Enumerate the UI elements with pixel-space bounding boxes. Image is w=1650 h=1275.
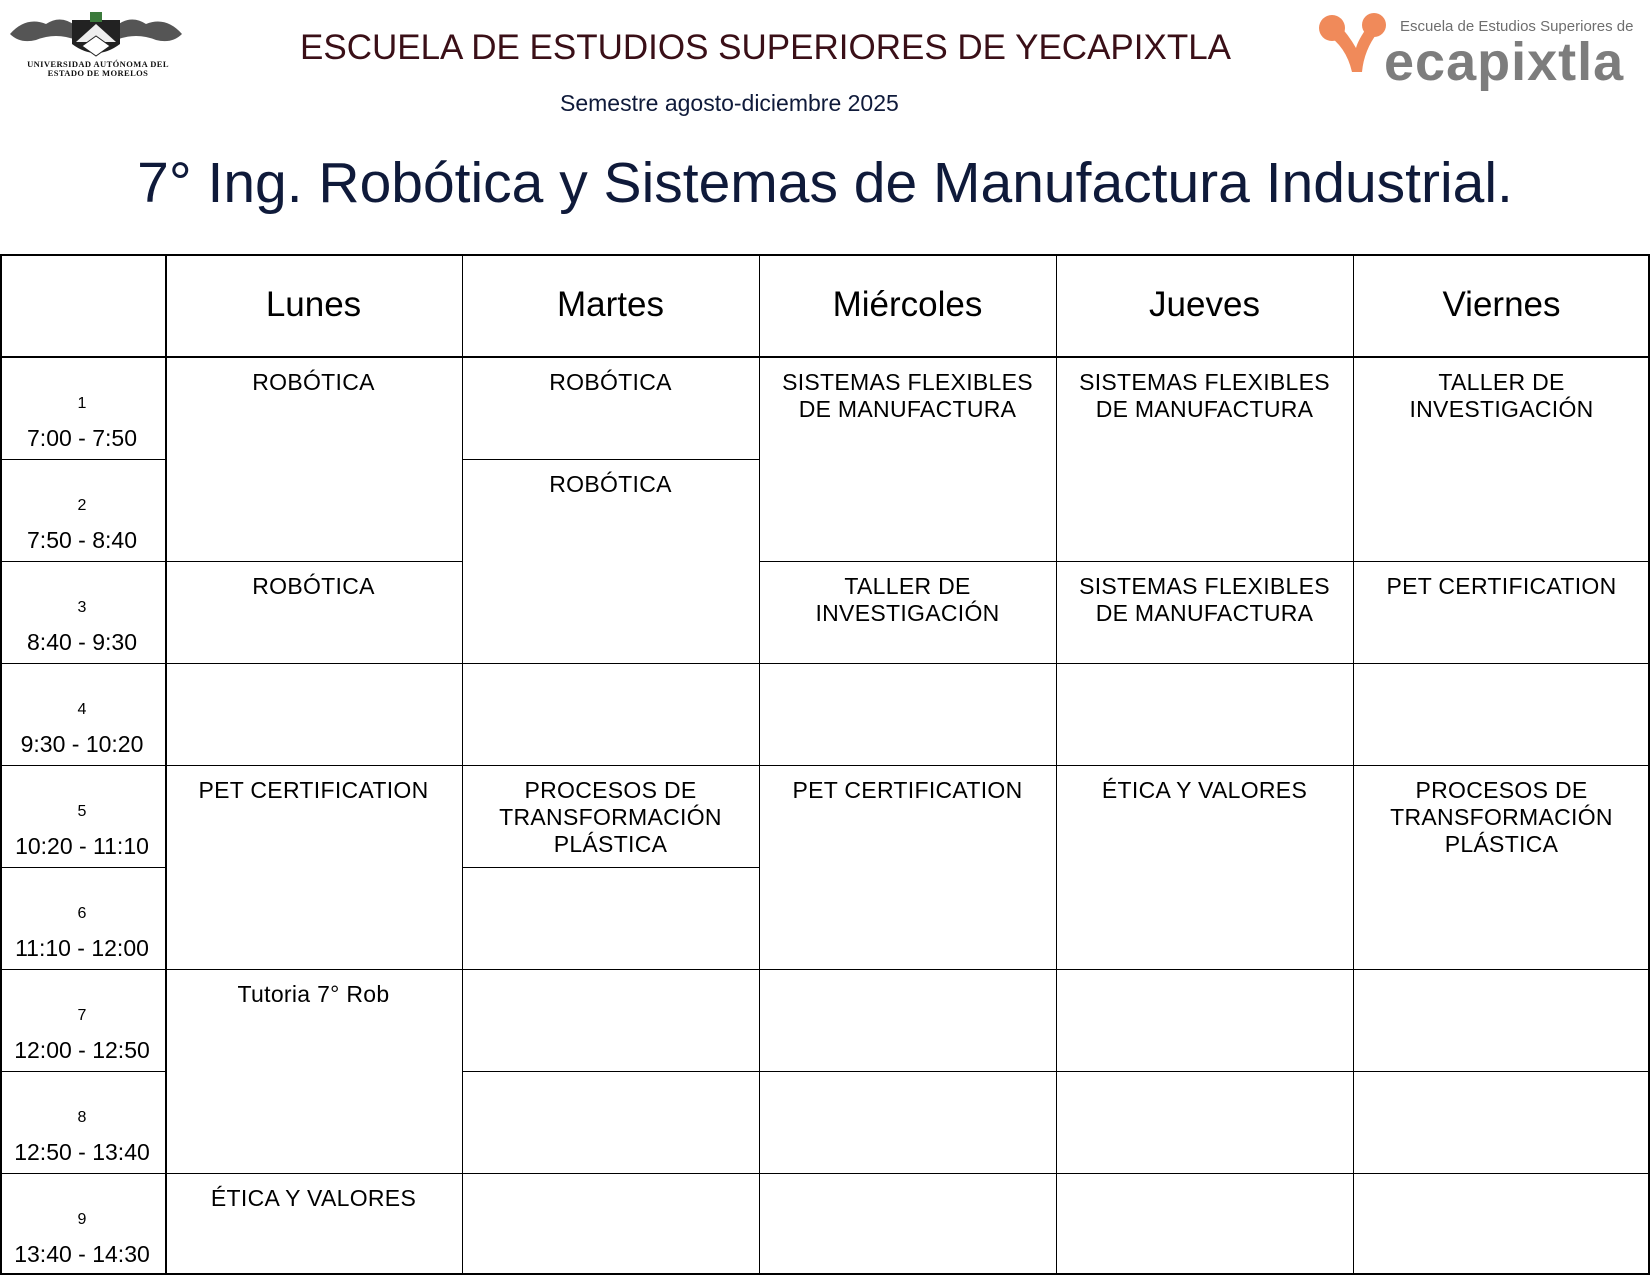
class-name-line: INVESTIGACIÓN	[1409, 396, 1594, 422]
cell-row-divider	[462, 867, 759, 868]
class-cell	[462, 767, 759, 867]
class-cell	[165, 359, 462, 561]
day-header-jueves: Jueves	[1149, 285, 1260, 324]
uaem-name-line2: ESTADO DE MORELOS	[47, 68, 149, 78]
cell-row-divider	[759, 1071, 1056, 1072]
class-name-line: TALLER DE	[844, 573, 971, 599]
class-name-line: SISTEMAS FLEXIBLES	[1079, 573, 1330, 599]
class-cell	[1056, 359, 1353, 561]
day-header-martes: Martes	[557, 285, 664, 324]
class-cell	[165, 767, 462, 969]
class-cell	[759, 767, 1056, 969]
class-name-line: PET CERTIFICATION	[198, 777, 429, 803]
slot-number: 2	[77, 497, 87, 514]
class-cell	[1056, 563, 1353, 663]
class-name-line: SISTEMAS FLEXIBLES	[1079, 369, 1330, 395]
slot-number: 9	[77, 1211, 87, 1228]
class-cell	[1353, 359, 1650, 561]
class-name-line: ROBÓTICA	[549, 471, 672, 497]
time-row-divider	[0, 663, 165, 664]
class-name-line: TRANSFORMACIÓN	[499, 804, 722, 830]
slot-number: 5	[77, 803, 87, 820]
class-cell	[1056, 767, 1353, 969]
cell-row-divider	[759, 1173, 1056, 1174]
slot-number: 7	[77, 1007, 87, 1024]
cell-row-divider	[165, 561, 462, 562]
cell-row-divider	[165, 663, 462, 664]
slot-number: 8	[77, 1109, 87, 1126]
class-cell	[165, 1175, 462, 1275]
class-name-line: PROCESOS DE	[1415, 777, 1588, 803]
cell-row-divider	[1353, 1173, 1650, 1174]
header-divider	[0, 356, 1650, 358]
yecapixtla-logo	[1316, 12, 1646, 92]
slot-time: 10:20 - 11:10	[15, 833, 149, 859]
slot-time: 12:00 - 12:50	[14, 1037, 150, 1063]
cell-row-divider	[462, 1071, 759, 1072]
uaem-logo	[6, 10, 186, 82]
class-name-line: TRANSFORMACIÓN	[1390, 804, 1613, 830]
class-name-line: ÉTICA Y VALORES	[1101, 777, 1308, 803]
cell-row-divider	[462, 969, 759, 970]
cell-row-divider	[1056, 1071, 1353, 1072]
class-name-line: TALLER DE	[1438, 369, 1565, 395]
cell-row-divider	[462, 765, 759, 766]
time-row-divider	[0, 765, 165, 766]
class-name-line: PET CERTIFICATION	[1386, 573, 1617, 599]
class-name-line: DE MANUFACTURA	[1095, 600, 1314, 626]
cell-row-divider	[1353, 969, 1650, 970]
cell-row-divider	[759, 969, 1056, 970]
cell-row-divider	[759, 663, 1056, 664]
class-name-line: ROBÓTICA	[252, 573, 375, 599]
class-name-line: ÉTICA Y VALORES	[210, 1185, 417, 1211]
class-cell	[165, 971, 462, 1173]
slot-time: 7:00 - 7:50	[27, 425, 137, 451]
slot-number: 4	[77, 701, 87, 718]
cell-row-divider	[462, 663, 759, 664]
cell-row-divider	[1056, 663, 1353, 664]
cell-row-divider	[1353, 663, 1650, 664]
time-row-divider	[0, 561, 165, 562]
class-name-line: Tutoria 7° Rob	[237, 981, 390, 1007]
class-name-line: DE MANUFACTURA	[1095, 396, 1314, 422]
semester-label: Semestre agosto-diciembre 2025	[560, 90, 899, 116]
class-name-line: ROBÓTICA	[252, 369, 375, 395]
slot-time: 9:30 - 10:20	[20, 731, 144, 757]
cell-row-divider	[1056, 765, 1353, 766]
uaem-crest-icon	[6, 10, 186, 62]
class-cell	[165, 563, 462, 663]
program-title: 7° Ing. Robótica y Sistemas de Manufactura Industrial.	[137, 151, 1513, 215]
logo-subtitle: Escuela de Estudios Superiores de	[1400, 18, 1634, 35]
slot-time: 11:10 - 12:00	[15, 935, 149, 961]
cell-row-divider	[165, 1173, 462, 1174]
slot-number: 3	[77, 599, 87, 616]
slot-time: 8:40 - 9:30	[27, 629, 137, 655]
class-name-line: PLÁSTICA	[553, 831, 668, 857]
cell-row-divider	[165, 969, 462, 970]
cell-row-divider	[1056, 1173, 1353, 1174]
class-name-line: PLÁSTICA	[1444, 831, 1559, 857]
class-cell	[1353, 767, 1650, 969]
cell-row-divider	[1353, 765, 1650, 766]
time-row-divider	[0, 969, 165, 970]
slot-time: 12:50 - 13:40	[14, 1139, 150, 1165]
class-name-line: PROCESOS DE	[524, 777, 697, 803]
class-name-line: SISTEMAS FLEXIBLES	[782, 369, 1033, 395]
time-row-divider	[0, 1173, 165, 1174]
class-name-line: INVESTIGACIÓN	[815, 600, 1000, 626]
slot-time: 7:50 - 8:40	[27, 527, 137, 553]
class-cell	[759, 359, 1056, 561]
time-row-divider	[0, 1071, 165, 1072]
school-title: ESCUELA DE ESTUDIOS SUPERIORES DE YECAPIXTLA	[300, 28, 1232, 67]
class-name-line: ROBÓTICA	[549, 369, 672, 395]
time-row-divider	[0, 459, 165, 460]
schedule-table	[0, 254, 1650, 1275]
day-header-lunes: Lunes	[265, 285, 362, 324]
slot-number: 6	[77, 905, 87, 922]
cell-row-divider	[462, 459, 759, 460]
cell-row-divider	[462, 1173, 759, 1174]
class-cell	[462, 359, 759, 459]
cell-row-divider	[1056, 969, 1353, 970]
cell-row-divider	[1353, 561, 1650, 562]
uaem-name-line1: UNIVERSIDAD AUTÓNOMA DEL	[27, 59, 169, 69]
cell-row-divider	[1353, 1071, 1650, 1072]
class-name-line: PET CERTIFICATION	[792, 777, 1023, 803]
class-cell	[1353, 563, 1650, 663]
day-header-viernes: Viernes	[1442, 285, 1561, 324]
cell-row-divider	[759, 561, 1056, 562]
cell-row-divider	[165, 765, 462, 766]
class-name-line: DE MANUFACTURA	[798, 396, 1017, 422]
slot-number: 1	[77, 395, 87, 412]
logo-word: ecapixtla	[1384, 32, 1625, 92]
cell-row-divider	[759, 765, 1056, 766]
slot-time: 13:40 - 14:30	[14, 1241, 150, 1267]
cell-row-divider	[1056, 561, 1353, 562]
class-cell	[759, 563, 1056, 663]
class-cell	[462, 461, 759, 663]
time-row-divider	[0, 867, 165, 868]
day-header-miercoles: Miércoles	[832, 285, 983, 324]
